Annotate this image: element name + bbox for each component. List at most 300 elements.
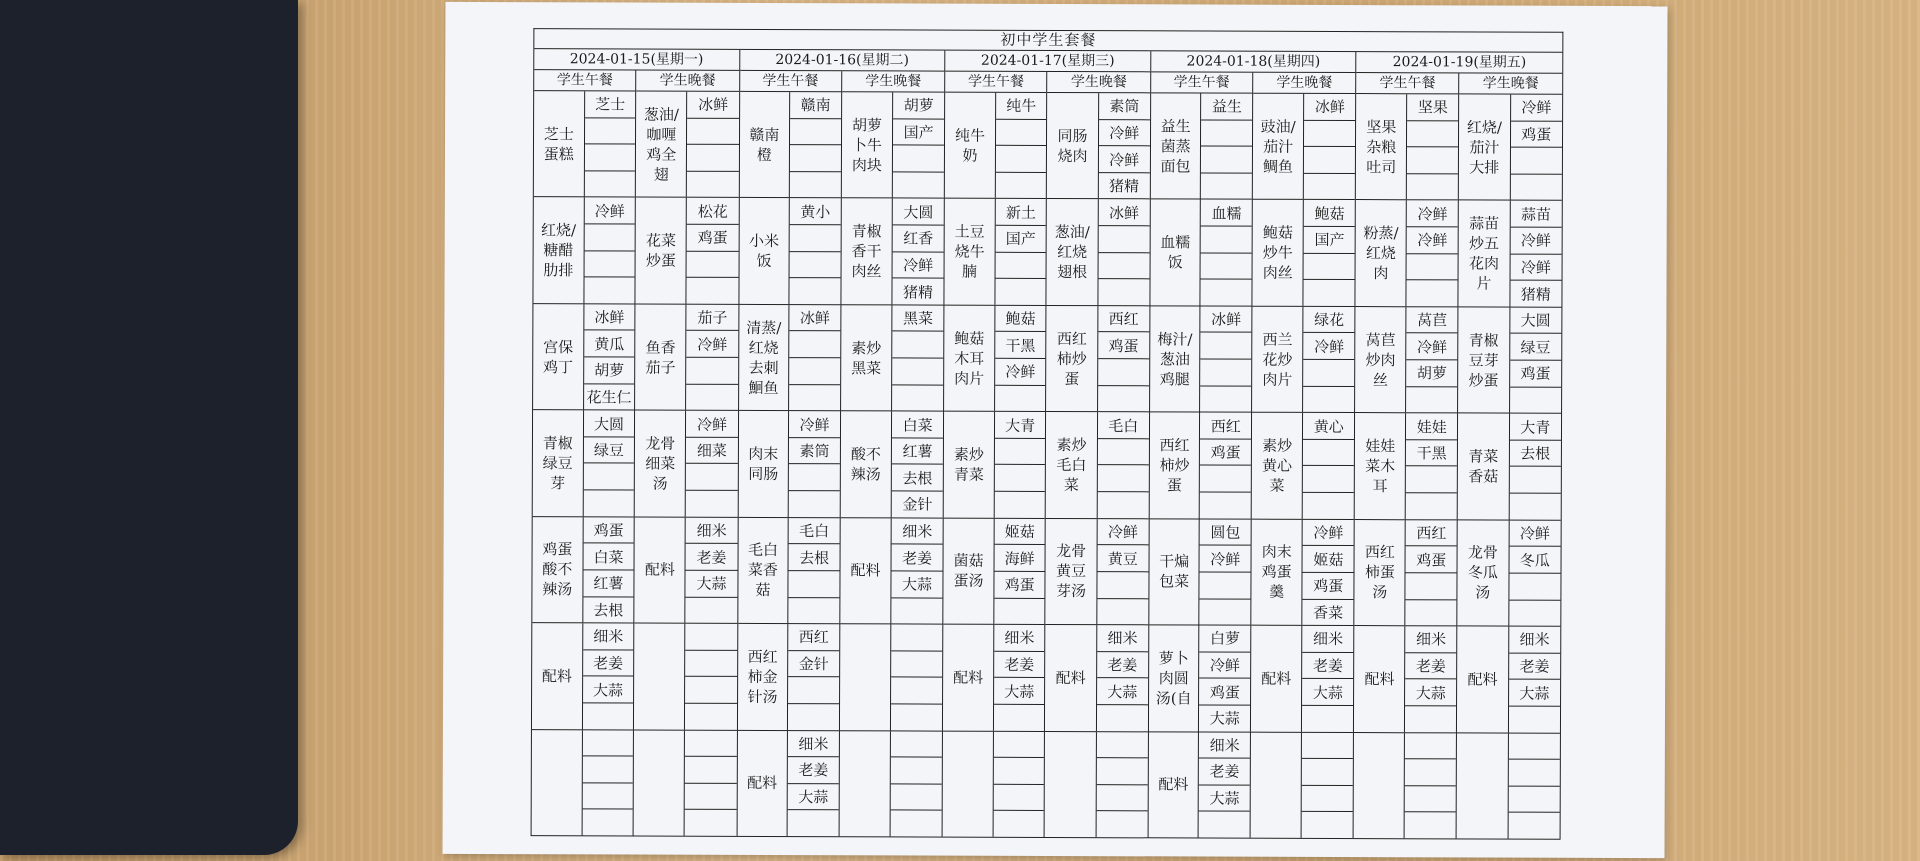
- dish-block: [1458, 307, 1561, 414]
- ingredient-cell: [1406, 493, 1457, 519]
- dish-block: [944, 305, 1046, 412]
- ingredient-cell: 大蒜: [583, 677, 634, 704]
- ingredient-list: [686, 517, 738, 623]
- ingredient-cell: 黄小: [790, 198, 841, 225]
- ingredient-cell: [789, 598, 840, 624]
- ingredient-cell: 大蒜: [1405, 680, 1456, 707]
- ingredient-cell: 鸡蛋: [687, 225, 738, 252]
- dish-block: [1150, 306, 1252, 413]
- ingredient-list: [1510, 307, 1562, 413]
- ingredient-cell: 松花: [687, 198, 738, 225]
- dish-block: [738, 411, 840, 518]
- ingredient-cell: [582, 730, 633, 757]
- ingredient-list: [995, 199, 1046, 305]
- ingredient-list: [891, 731, 943, 837]
- dish-name: [840, 624, 892, 730]
- ingredient-cell: [1405, 733, 1456, 760]
- ingredient-cell: [995, 492, 1046, 518]
- dish-name: 赣南橙: [739, 92, 790, 198]
- dish-name: 毛白菜香菇: [738, 518, 789, 624]
- ingredient-list: [1406, 520, 1457, 626]
- ingredient-cell: 鸡蛋: [1511, 121, 1562, 148]
- dish-block: [1149, 519, 1251, 626]
- ingredient-cell: [1405, 759, 1456, 786]
- ingredient-list: [1302, 732, 1354, 838]
- dish-block: [1355, 413, 1457, 520]
- ingredient-list: [788, 624, 839, 730]
- ingredient-cell: [1199, 812, 1250, 838]
- ingredient-cell: [1407, 174, 1458, 200]
- ingredient-cell: [1303, 466, 1354, 493]
- ingredient-cell: 干黑: [1406, 440, 1457, 467]
- ingredient-cell: 大蒜: [1097, 678, 1148, 705]
- dish-block: [1253, 94, 1356, 201]
- ingredient-cell: [1510, 387, 1561, 413]
- dish-name: 青椒香干肉丝: [841, 199, 893, 305]
- ingredient-cell: [1509, 494, 1560, 520]
- ingredient-list: [1303, 413, 1355, 519]
- ingredient-cell: 大蒜: [788, 784, 839, 811]
- dinner-column: [1045, 72, 1150, 837]
- ingredient-cell: 姬菇: [1303, 546, 1354, 573]
- ingredient-cell: [1302, 759, 1353, 786]
- dish-name: 胡萝卜牛肉块: [842, 92, 894, 198]
- dish-block: [1251, 626, 1354, 733]
- ingredient-cell: [1302, 706, 1353, 732]
- ingredient-cell: 胡萝: [584, 357, 635, 384]
- ingredient-cell: 冷鲜: [1510, 228, 1561, 255]
- ingredient-cell: [790, 119, 841, 146]
- ingredient-list: [1303, 307, 1355, 413]
- ingredient-cell: [687, 358, 738, 385]
- dish-block: [1047, 306, 1150, 413]
- dinner-header: 学生晚餐: [1048, 72, 1150, 93]
- ingredient-cell: [1508, 786, 1559, 813]
- ingredient-cell: [789, 385, 840, 411]
- ingredient-cell: 冷鲜: [893, 252, 944, 279]
- ingredient-cell: [891, 704, 942, 730]
- ingredient-cell: [1201, 173, 1252, 199]
- ingredient-cell: [582, 756, 633, 783]
- ingredient-cell: 去根: [593, 601, 624, 620]
- ingredient-cell: [1302, 812, 1353, 838]
- dish-name: 肉末鸡蛋羹: [1251, 519, 1303, 625]
- ingredient-cell: [687, 278, 738, 304]
- ingredient-cell: [1097, 492, 1148, 518]
- ingredient-list: [685, 624, 737, 730]
- dinner-column: [1251, 73, 1356, 838]
- ingredient-cell: [1405, 706, 1456, 732]
- ingredient-cell: [584, 224, 635, 251]
- dish-name: 酸不辣汤: [841, 412, 893, 518]
- dish-block: [1151, 93, 1253, 200]
- ingredient-cell: [1096, 785, 1147, 812]
- dish-block: [739, 92, 841, 199]
- dish-block: [634, 624, 737, 731]
- dish-name: [532, 730, 583, 836]
- ingredient-list: [1303, 520, 1355, 626]
- day-column: [943, 51, 1151, 838]
- ingredient-list: [584, 198, 635, 304]
- ingredient-cell: 老姜: [686, 544, 737, 571]
- ingredient-cell: 老姜: [892, 545, 943, 572]
- ingredient-cell: 鸡蛋: [1200, 439, 1251, 466]
- dish-block: [635, 517, 738, 624]
- dish-block: [1457, 733, 1560, 839]
- ingredient-list: [993, 731, 1044, 837]
- ingredient-cell: [1407, 121, 1458, 148]
- ingredient-cell: [1508, 760, 1559, 787]
- ingredient-cell: 胡萝: [893, 92, 944, 119]
- day-date-header: 2024-01-15(星期一): [534, 49, 739, 71]
- ingredient-cell: [790, 172, 841, 198]
- ingredient-cell: 大圆: [1510, 307, 1561, 334]
- ingredient-cell: [687, 118, 738, 145]
- ingredient-list: [1509, 627, 1561, 733]
- ingredient-cell: 冷鲜: [1099, 120, 1150, 147]
- ingredient-cell: 大蒜: [1199, 785, 1250, 812]
- ingredient-cell: 素筒: [1099, 93, 1150, 120]
- ingredient-cell: [686, 491, 737, 517]
- ingredient-cell: [1304, 174, 1355, 200]
- ingredient-cell: [584, 251, 635, 278]
- ingredient-cell: [1406, 387, 1457, 413]
- ingredient-cell: 国产: [1304, 227, 1355, 254]
- ingredient-cell: 绿豆: [1510, 334, 1561, 361]
- ingredient-cell: [1407, 254, 1458, 281]
- ingredient-cell: 大青: [995, 412, 1046, 439]
- dish-name: 配料: [840, 518, 892, 624]
- ingredient-cell: 冷鲜: [687, 331, 738, 358]
- ingredient-cell: [892, 358, 943, 385]
- ingredient-cell: [1096, 758, 1147, 785]
- ingredient-cell: 大蒜: [891, 571, 942, 598]
- ingredient-cell: 细米: [686, 517, 737, 544]
- ingredient-cell: 冰鲜: [1304, 94, 1355, 121]
- ingredient-cell: 西红: [1098, 306, 1149, 333]
- ingredient-cell: 大青: [1510, 414, 1561, 441]
- lunch-column: [532, 70, 637, 835]
- dish-block: [532, 730, 634, 836]
- ingredient-cell: [1097, 705, 1148, 731]
- dish-block: [842, 92, 945, 199]
- dish-name: 西红柿金针汤: [738, 624, 789, 730]
- ingredient-list: [995, 412, 1046, 518]
- menu-title: 初中学生套餐: [533, 28, 1563, 52]
- ingredient-cell: [1407, 147, 1458, 174]
- ingredient-cell: [687, 145, 738, 172]
- ingredient-cell: [1098, 439, 1149, 466]
- dish-block: [533, 304, 635, 411]
- ingredient-cell: [1098, 359, 1149, 386]
- ingredient-cell: [685, 704, 736, 730]
- ingredient-list: [1200, 519, 1251, 625]
- ingredient-cell: [892, 332, 943, 359]
- dish-name: 豉油/茄汁鲷鱼: [1253, 94, 1305, 200]
- dish-name: 青椒绿豆芽: [533, 410, 584, 516]
- ingredient-cell: [790, 145, 841, 172]
- ingredient-cell: [685, 810, 736, 836]
- ingredient-cell: 老姜: [1302, 653, 1353, 680]
- ingredient-cell: [1303, 440, 1354, 467]
- ingredient-cell: 冷鲜: [584, 198, 635, 225]
- day-column: [1148, 51, 1356, 838]
- day-date-header: 2024-01-19(星期五): [1357, 52, 1563, 74]
- ingredient-cell: [790, 225, 841, 252]
- dish-name: 干煸包菜: [1149, 519, 1200, 625]
- ingredient-cell: [1201, 280, 1252, 306]
- ingredient-cell: 鸡蛋: [583, 517, 634, 544]
- ingredient-list: [994, 518, 1045, 624]
- ingredient-cell: 鸡蛋: [994, 572, 1045, 599]
- day-meals: [1148, 72, 1355, 838]
- ingredient-cell: 冰鲜: [688, 92, 739, 119]
- dish-block: [1252, 307, 1355, 414]
- ingredient-cell: [993, 811, 1044, 837]
- ingredient-list: [583, 411, 634, 517]
- ingredient-cell: [788, 810, 839, 836]
- ingredient-cell: 莴苣: [1407, 307, 1458, 334]
- ingredient-cell: [994, 758, 1045, 785]
- ingredient-cell: [891, 625, 942, 652]
- ingredient-cell: 冷鲜: [789, 411, 840, 438]
- ingredient-list: [1097, 519, 1149, 625]
- day-date-header: 2024-01-18(星期四): [1151, 51, 1356, 73]
- ingredient-list: [1098, 306, 1150, 412]
- dish-name: [839, 731, 891, 837]
- dish-name: 血糯饭: [1150, 200, 1201, 306]
- ingredient-cell: [582, 810, 633, 836]
- menu-table: [531, 28, 1564, 828]
- dish-name: 素炒青菜: [944, 412, 995, 518]
- ingredient-cell: 大蒜: [994, 678, 1045, 705]
- ingredient-cell: [1510, 148, 1561, 175]
- ingredient-cell: 细米: [1406, 626, 1457, 653]
- ingredient-cell: [893, 146, 944, 173]
- dinner-header: 学生晚餐: [1459, 73, 1562, 94]
- ingredient-cell: [1509, 467, 1560, 494]
- dish-block: [1355, 520, 1457, 627]
- dinner-column: [839, 71, 944, 836]
- dish-name: 龙骨冬瓜汤: [1458, 520, 1510, 626]
- ingredient-list: [1201, 306, 1252, 412]
- ingredient-cell: [789, 571, 840, 598]
- ingredient-list: [1098, 200, 1150, 306]
- ingredient-cell: [1098, 386, 1149, 412]
- ingredient-cell: [1304, 254, 1355, 281]
- ingredient-cell: 鸡蛋: [1303, 573, 1354, 600]
- ingredient-cell: 赣南: [790, 92, 841, 119]
- ingredient-cell: 蒜苗: [1510, 201, 1561, 228]
- ingredient-cell: [788, 677, 839, 704]
- dish-name: 鲍菇木耳肉片: [944, 305, 995, 411]
- dish-name: 素炒毛白菜: [1046, 412, 1098, 518]
- ingredient-list: [789, 305, 840, 411]
- day-date-header: 2024-01-17(星期三): [945, 51, 1150, 73]
- dish-block: [840, 518, 943, 625]
- ingredient-cell: [687, 172, 738, 198]
- ingredient-list: [891, 625, 943, 731]
- dish-block: [841, 305, 944, 412]
- dish-block: [944, 412, 1046, 519]
- ingredient-list: [685, 730, 737, 836]
- ingredient-cell: 冷鲜: [1099, 146, 1150, 173]
- ingredient-cell: [686, 624, 737, 651]
- ingredient-cell: 细米: [1097, 625, 1148, 652]
- ingredient-cell: 冷鲜: [1510, 254, 1561, 281]
- ingredient-cell: [583, 464, 634, 491]
- dish-block: [1045, 731, 1148, 837]
- ingredient-cell: [1201, 227, 1252, 254]
- ingredient-cell: [789, 491, 840, 517]
- day-meals: [1354, 73, 1562, 839]
- dish-name: 肉末同肠: [738, 411, 789, 517]
- ingredient-list: [1302, 626, 1354, 732]
- ingredient-list: [687, 92, 739, 198]
- dish-name: 青菜香菇: [1458, 414, 1510, 520]
- dish-name: 配料: [943, 625, 994, 731]
- ingredient-list: [788, 731, 839, 837]
- ingredient-list: [892, 199, 944, 305]
- ingredient-cell: [1509, 600, 1560, 626]
- ingredient-cell: [583, 703, 634, 729]
- dish-block: [1047, 199, 1150, 306]
- ingredient-cell: [582, 783, 633, 810]
- ingredient-cell: 细米: [892, 518, 943, 545]
- ingredient-cell: [1510, 174, 1561, 200]
- dish-block: [534, 91, 636, 198]
- ingredient-cell: [891, 731, 942, 758]
- dish-name: 西红柿蛋汤: [1355, 520, 1406, 626]
- ingredient-cell: 老姜: [1199, 759, 1250, 786]
- ingredient-cell: [583, 490, 634, 516]
- ingredient-cell: 猪精: [903, 283, 934, 302]
- dish-name: 西兰花炒肉片: [1252, 307, 1304, 413]
- ingredient-cell: 绿花: [1304, 307, 1355, 334]
- ingredient-cell: [789, 332, 840, 359]
- ingredient-cell: [891, 598, 942, 624]
- ingredient-cell: 娃娃: [1406, 413, 1457, 440]
- ingredient-list: [584, 91, 635, 197]
- ingredient-cell: 大蒜: [1302, 679, 1353, 706]
- dish-block: [1458, 414, 1561, 521]
- ingredient-cell: [687, 251, 738, 278]
- ingredient-cell: [995, 385, 1046, 411]
- dish-name: 萝卜肉圆汤(自: [1149, 625, 1200, 731]
- dish-block: [1149, 625, 1251, 732]
- dinner-column: [634, 71, 739, 836]
- ingredient-cell: [893, 172, 944, 198]
- ingredient-cell: [1303, 360, 1354, 387]
- ingredient-cell: [1406, 573, 1457, 600]
- ingredient-cell: [995, 439, 1046, 466]
- ingredient-cell: [1406, 600, 1457, 626]
- ingredient-cell: [1201, 147, 1252, 174]
- dish-block: [943, 625, 1045, 732]
- ingredient-cell: 金针: [902, 495, 933, 514]
- dish-block: [839, 731, 942, 837]
- ingredient-list: [1097, 625, 1149, 731]
- ingredient-cell: 西红: [788, 624, 839, 651]
- ingredient-cell: [685, 783, 736, 810]
- ingredient-cell: 干黑: [995, 332, 1046, 359]
- dish-name: 配料: [1148, 732, 1199, 838]
- dish-name: 莴苣炒肉丝: [1355, 307, 1406, 413]
- ingredient-cell: 猪精: [1520, 285, 1551, 304]
- ingredient-cell: 冷鲜: [1097, 519, 1148, 546]
- ingredient-cell: 香菜: [1313, 603, 1344, 622]
- dish-name: 鱼香茄子: [635, 304, 687, 410]
- ingredient-list: [790, 198, 841, 304]
- dish-name: 龙骨黄豆芽汤: [1046, 519, 1098, 625]
- ingredient-cell: 鲍菇: [1304, 200, 1355, 227]
- dish-name: 益生菌蒸面包: [1151, 93, 1202, 199]
- ingredient-cell: [1201, 333, 1252, 360]
- dish-name: 梅汁/葱油鸡腿: [1150, 306, 1201, 412]
- ingredient-list: [1405, 733, 1456, 839]
- dish-name: 青椒豆芽炒蛋: [1458, 307, 1510, 413]
- ingredient-cell: 白萝: [1200, 626, 1251, 653]
- ingredient-list: [1509, 520, 1561, 626]
- ingredient-cell: [1097, 466, 1148, 493]
- dish-block: [1148, 732, 1250, 838]
- dish-block: [1459, 201, 1562, 308]
- ingredient-list: [584, 304, 635, 410]
- dish-name: 纯牛奶: [945, 93, 996, 199]
- ingredient-list: [1199, 732, 1250, 838]
- ingredient-cell: [1098, 279, 1149, 305]
- dish-name: 配料: [737, 730, 788, 836]
- dish-name: 葱油/红烧翅根: [1047, 199, 1099, 305]
- ingredient-cell: [1302, 786, 1353, 813]
- ingredient-cell: [685, 757, 736, 784]
- ingredient-cell: 细菜: [686, 438, 737, 465]
- day-column: [532, 49, 740, 836]
- ingredient-cell: [585, 145, 636, 172]
- lunch-column: [1354, 73, 1459, 838]
- ingredient-list: [1509, 414, 1561, 520]
- dish-name: 素炒黑菜: [841, 305, 893, 411]
- ingredient-cell: 黑菜: [892, 305, 943, 332]
- ingredient-cell: [1405, 786, 1456, 813]
- ingredient-cell: [993, 785, 1044, 812]
- dish-block: [841, 199, 944, 306]
- dish-block: [532, 517, 634, 624]
- ingredient-list: [1096, 732, 1148, 838]
- ingredient-cell: 去根: [1509, 440, 1560, 467]
- ingredient-cell: [995, 279, 1046, 305]
- ingredient-cell: 纯牛: [996, 93, 1047, 120]
- ingredient-list: [892, 305, 944, 411]
- ingredient-cell: 冷鲜: [1303, 520, 1354, 547]
- ingredient-cell: 冷鲜: [1200, 652, 1251, 679]
- ingredient-cell: 鲍菇: [995, 306, 1046, 333]
- dish-name: 鲍菇炒牛肉丝: [1253, 200, 1305, 306]
- ingredient-cell: 国产: [995, 226, 1046, 253]
- ingredient-cell: 黄豆: [1097, 545, 1148, 572]
- ingredient-cell: [788, 704, 839, 730]
- ingredient-cell: 老姜: [1509, 653, 1560, 680]
- ingredient-cell: 冰鲜: [1098, 200, 1149, 227]
- dish-block: [1354, 626, 1456, 733]
- ingredient-cell: 毛白: [789, 518, 840, 545]
- dinner-header: 学生晚餐: [636, 71, 738, 92]
- ingredient-cell: [1304, 147, 1355, 174]
- ingredient-cell: 细米: [788, 731, 839, 758]
- ingredient-cell: 冰鲜: [584, 304, 635, 331]
- day-date-header: 2024-01-16(星期二): [740, 50, 945, 72]
- ingredient-cell: [996, 119, 1047, 146]
